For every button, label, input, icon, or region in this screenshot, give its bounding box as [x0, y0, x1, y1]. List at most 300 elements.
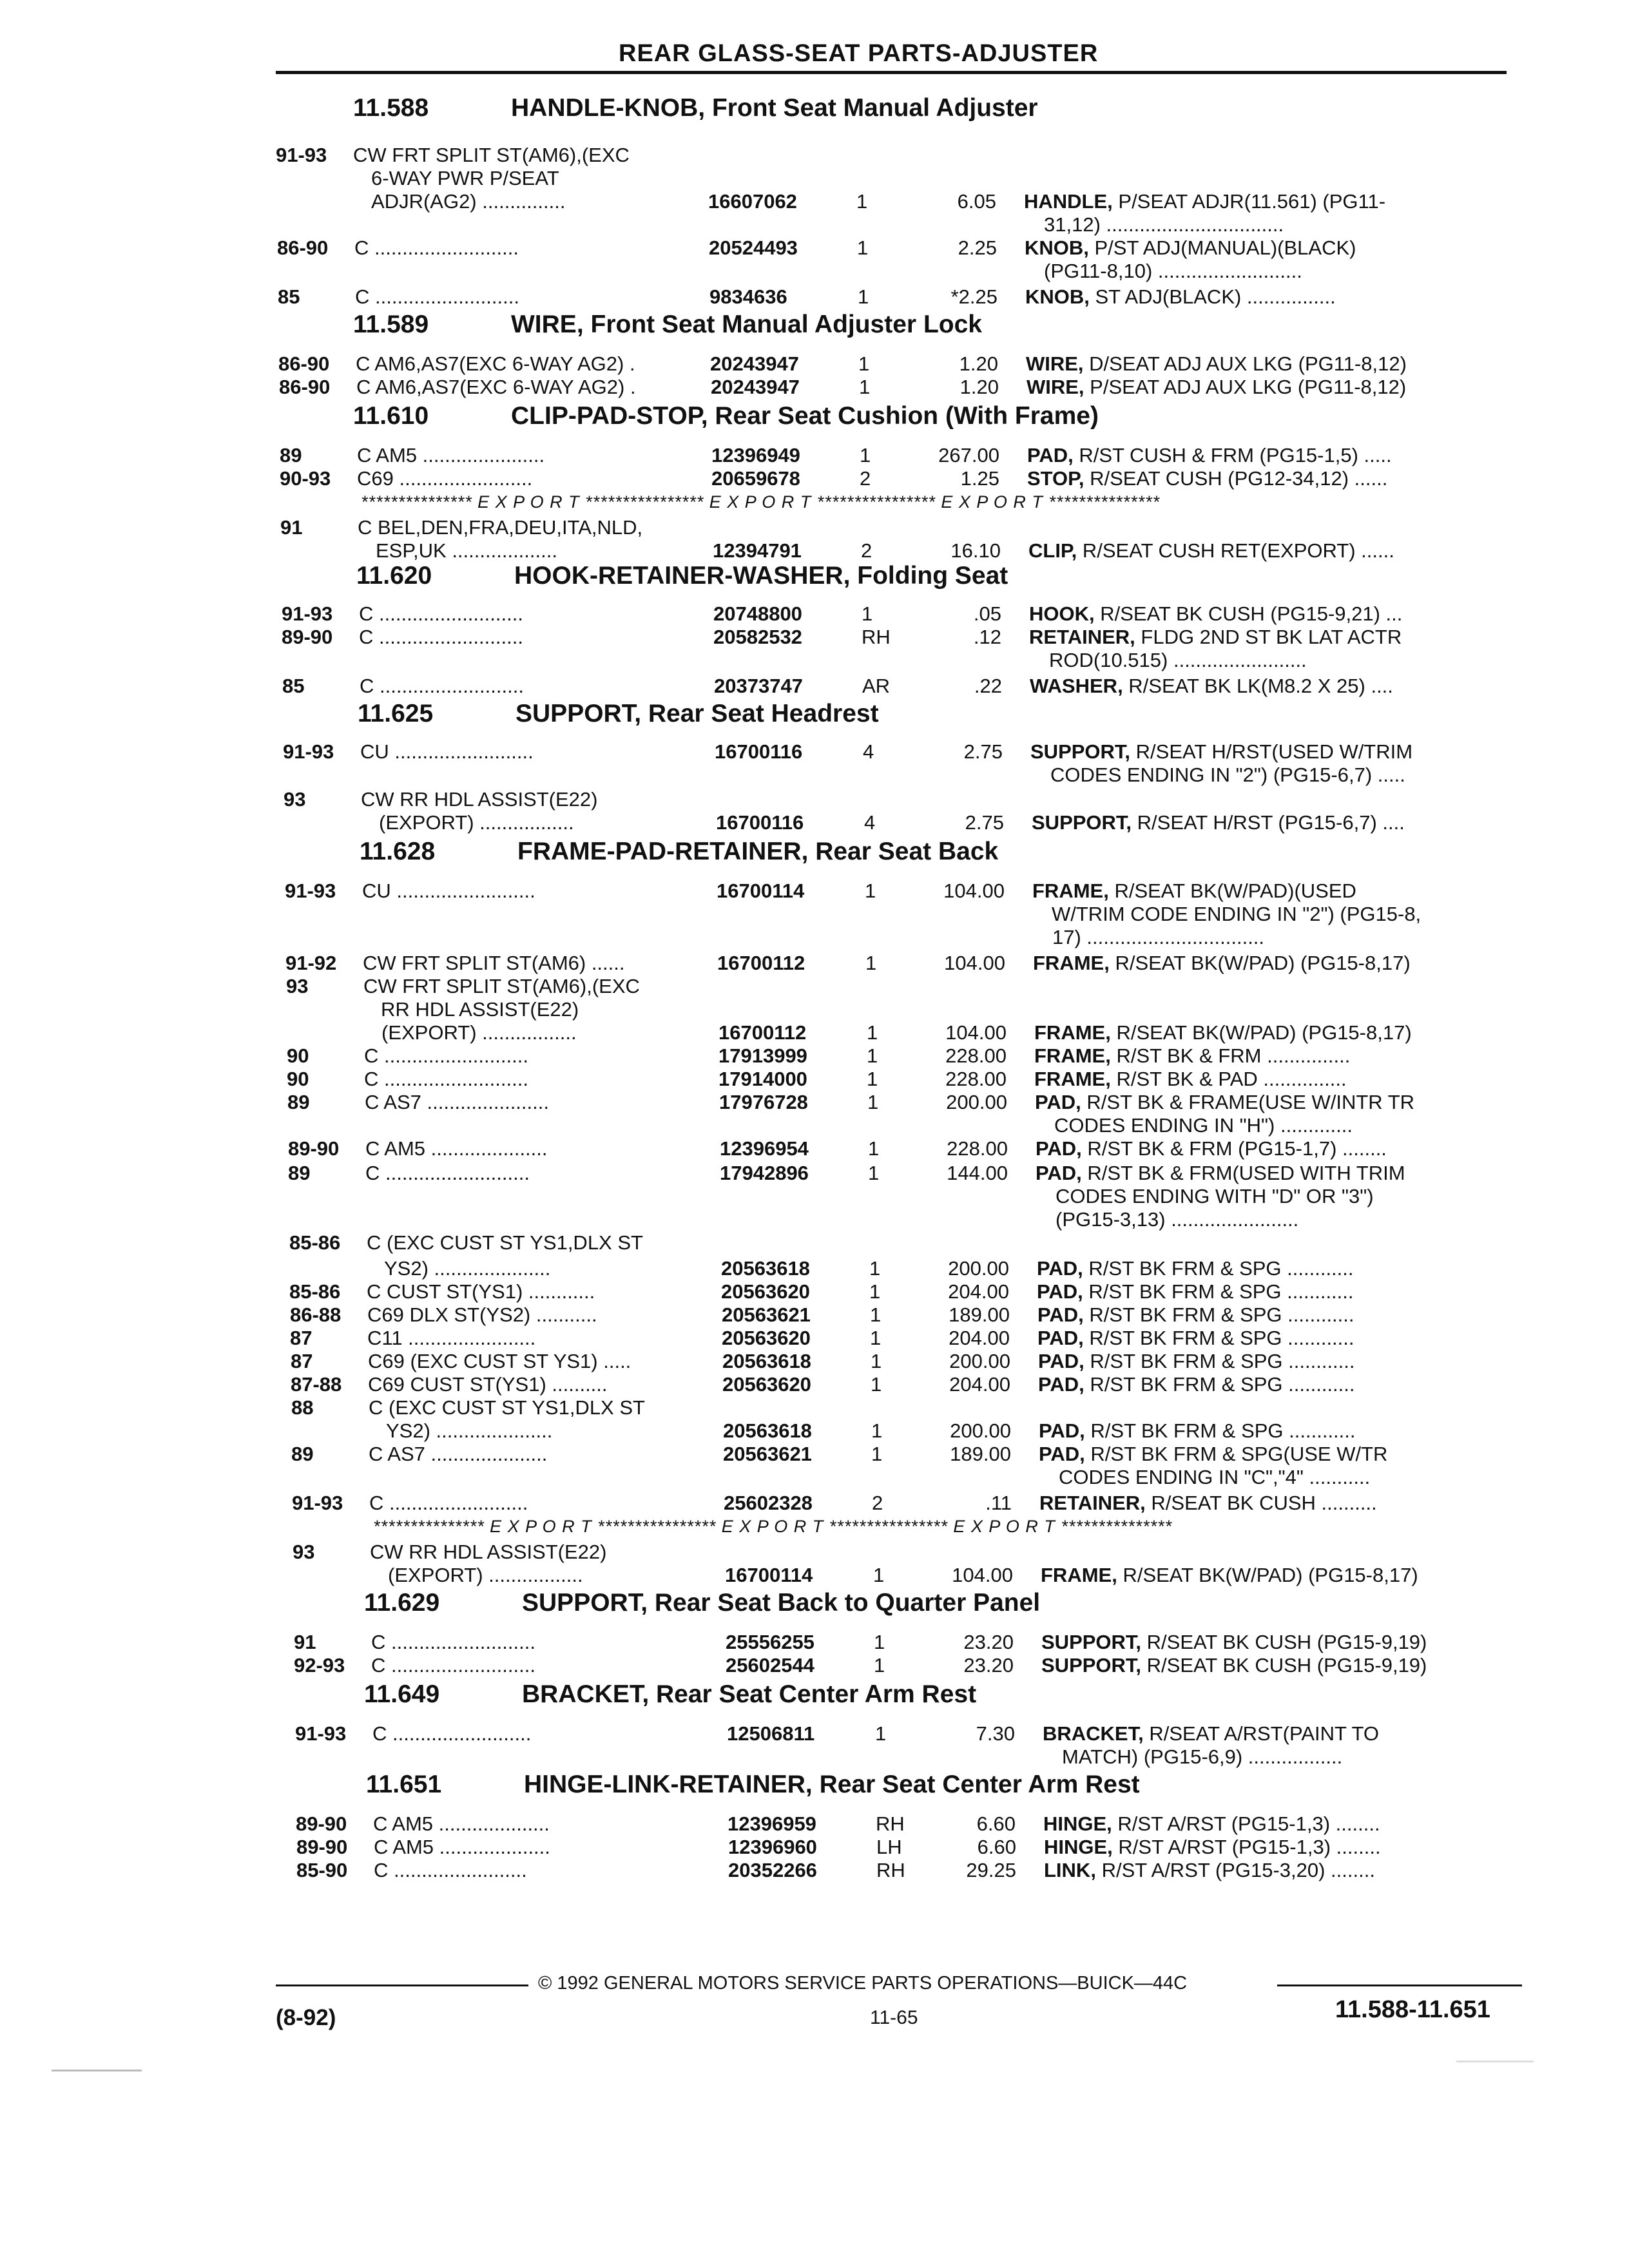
list-price: 7.30: [976, 1722, 1015, 1745]
list-price: 104.00: [943, 879, 1005, 902]
usage-description: C .........................: [372, 1722, 532, 1745]
model-years: 90: [287, 1044, 309, 1067]
part-number: 17942896: [720, 1162, 809, 1184]
part-number: 25602328: [724, 1492, 813, 1514]
part-detail: R/SEAT BK LK(M8.2 X 25) ....: [1128, 675, 1393, 697]
parts-line: [0, 787, 1611, 812]
part-name: SUPPORT,: [1030, 740, 1136, 763]
parts-line: [0, 1835, 1611, 1860]
part-number: 16700112: [717, 952, 805, 974]
part-description: [1039, 1442, 1387, 1466]
section-title: SUPPORT, Rear Seat Headrest: [516, 700, 879, 727]
parts-line: [0, 1326, 1611, 1350]
part-description: [1027, 466, 1387, 491]
part-name: WASHER,: [1030, 675, 1129, 697]
model-years: 91-93: [276, 144, 327, 166]
model-years: 91-92: [285, 952, 337, 974]
part-detail: R/ST A/RST (PG15-1,3) ........: [1118, 1836, 1381, 1858]
part-description: [1062, 1745, 1342, 1769]
part-description: [1055, 1184, 1374, 1209]
part-number: 12506811: [727, 1722, 815, 1745]
part-number: 25556255: [726, 1631, 815, 1653]
parts-line: [0, 143, 1611, 168]
quantity: 1: [870, 1303, 882, 1326]
part-number: 16700116: [716, 811, 804, 834]
section-heading: [364, 1680, 976, 1709]
part-name: HOOK,: [1029, 602, 1101, 625]
part-detail: 17) ................................: [1052, 926, 1265, 948]
part-detail: CODES ENDING IN "C","4" ...........: [1059, 1466, 1371, 1488]
usage-description: C (EXC CUST ST YS1,DLX ST: [369, 1396, 645, 1419]
parts-line: [0, 1044, 1611, 1068]
part-name: FRAME,: [1034, 1044, 1117, 1067]
list-price: 200.00: [950, 1419, 1011, 1442]
usage-description: C AS7 .....................: [369, 1443, 548, 1465]
quantity: 1: [865, 952, 877, 974]
model-years: 92-93: [294, 1654, 345, 1677]
usage-description: C ..........................: [371, 1631, 535, 1653]
usage-description: C (EXC CUST ST YS1,DLX ST: [367, 1231, 643, 1254]
quantity: 1: [867, 1068, 878, 1090]
export-divider: *************** E X P O R T **************** E X P O R T **************** E X P O R T ***************: [361, 492, 1161, 512]
part-name: FRAME,: [1034, 1021, 1117, 1044]
model-years: 91-93: [292, 1492, 343, 1514]
part-name: CLIP,: [1028, 539, 1083, 562]
usage-description: C ..........................: [359, 602, 523, 625]
part-detail: R/ST BK FRM & SPG ............: [1089, 1327, 1354, 1349]
part-name: WIRE,: [1026, 352, 1090, 375]
model-years: 89: [291, 1443, 314, 1465]
part-number: 20563618: [723, 1419, 812, 1442]
section-number: 11.610: [353, 402, 429, 430]
parts-line: [0, 1280, 1611, 1304]
part-description: [1049, 648, 1307, 673]
part-number: 20563621: [722, 1303, 811, 1326]
part-detail: R/ST CUSH & FRM (PG15-1,5) .....: [1079, 444, 1392, 466]
parts-line: [0, 951, 1611, 975]
parts-line: [0, 1465, 1611, 1490]
usage-description: C AM5 .....................: [365, 1137, 548, 1160]
parts-line: [0, 166, 1611, 191]
model-years: 93: [284, 788, 306, 811]
model-years: 91-93: [282, 602, 333, 625]
part-name: PAD,: [1038, 1373, 1090, 1396]
quantity: 1: [865, 879, 876, 902]
parts-line: [0, 1396, 1611, 1420]
parts-line: [0, 1745, 1611, 1769]
part-name: BRACKET,: [1043, 1722, 1150, 1745]
part-name: FRAME,: [1041, 1564, 1123, 1586]
usage-description: C ..........................: [355, 285, 519, 308]
parts-line: [0, 1161, 1611, 1186]
usage-description: C ..........................: [359, 626, 523, 648]
part-number: 20563621: [723, 1443, 812, 1465]
part-number: 16700114: [725, 1564, 813, 1586]
section-title: HINGE-LINK-RETAINER, Rear Seat Center Arm Rest: [524, 1771, 1140, 1798]
list-price: 29.25: [966, 1859, 1016, 1881]
footer-rule-right: [1277, 1984, 1522, 1986]
part-name: LINK,: [1044, 1859, 1102, 1881]
part-name: HINGE,: [1044, 1836, 1119, 1858]
part-number: 17913999: [718, 1044, 807, 1067]
section-heading: [356, 562, 1008, 590]
part-description: [1044, 1835, 1381, 1860]
part-description: [1025, 285, 1336, 309]
parts-line: [0, 1419, 1611, 1443]
parts-line: [0, 925, 1611, 950]
part-name: PAD,: [1036, 1137, 1088, 1160]
part-detail: R/ST BK FRM & SPG(USE W/TR: [1090, 1443, 1388, 1465]
part-detail: R/SEAT BK(W/PAD) (PG15-8,17): [1115, 952, 1411, 974]
part-number: 16700114: [717, 879, 805, 902]
section-heading: [364, 1589, 1040, 1617]
quantity: 1: [868, 1162, 880, 1184]
part-number: 20243947: [710, 352, 799, 375]
part-description: [1034, 1021, 1412, 1045]
usage-description: YS2) .....................: [386, 1419, 553, 1442]
parts-line: [0, 811, 1611, 835]
part-number: 9834636: [709, 285, 787, 308]
part-name: PAD,: [1036, 1162, 1088, 1184]
usage-description: C ..........................: [354, 236, 519, 259]
part-number: 20563620: [722, 1327, 811, 1349]
part-name: PAD,: [1037, 1327, 1090, 1349]
usage-description: C AM6,AS7(EXC 6-WAY AG2) .: [356, 376, 636, 398]
part-description: [1029, 602, 1402, 626]
part-description: [1035, 1090, 1414, 1115]
quantity: 1: [862, 602, 873, 625]
section-title: HANDLE-KNOB, Front Seat Manual Adjuster: [511, 94, 1038, 122]
part-detail: P/SEAT ADJR(11.561) (PG11-: [1118, 190, 1386, 213]
model-years: 89: [287, 1091, 310, 1113]
quantity: 1: [869, 1257, 881, 1280]
parts-line: [0, 1491, 1611, 1515]
parts-line: [0, 974, 1611, 999]
quantity: 4: [864, 811, 876, 834]
part-name: FRAME,: [1034, 1068, 1117, 1090]
usage-description: C ..........................: [371, 1654, 535, 1677]
usage-description: C69 (EXC CUST ST YS1) .....: [368, 1350, 631, 1372]
parts-line: [0, 466, 1611, 491]
part-name: PAD,: [1037, 1280, 1089, 1303]
quantity: AR: [862, 675, 891, 697]
model-years: 91-93: [283, 740, 334, 763]
section-heading: [358, 700, 879, 728]
part-description: [1050, 763, 1405, 787]
model-years: 87: [290, 1327, 313, 1349]
page-number: 11-65: [870, 2007, 918, 2028]
part-detail: R/ST BK FRM & SPG ............: [1090, 1419, 1356, 1442]
parts-line: [0, 625, 1611, 649]
part-description: [1039, 1419, 1356, 1443]
part-description: [1037, 1256, 1354, 1281]
section-title: BRACKET, Rear Seat Center Arm Rest: [522, 1680, 977, 1708]
part-detail: R/ST BK & FRM(USED WITH TRIM: [1087, 1162, 1405, 1184]
list-price: 200.00: [946, 1091, 1007, 1113]
part-detail: R/ST BK FRM & SPG ............: [1088, 1280, 1354, 1303]
part-number: 20748800: [713, 602, 802, 625]
quantity: 1: [868, 1137, 880, 1160]
usage-description: C AM5 ....................: [374, 1836, 550, 1858]
list-price: 6.60: [976, 1812, 1016, 1835]
part-detail: R/ST BK FRM & SPG ............: [1090, 1350, 1355, 1372]
list-price: 189.00: [949, 1303, 1010, 1326]
scan-smudge: [52, 2070, 142, 2071]
usage-description: CW RR HDL ASSIST(E22): [370, 1541, 607, 1563]
part-number: 20524493: [709, 236, 798, 259]
part-detail: R/SEAT BK CUSH (PG15-9,19): [1146, 1654, 1427, 1677]
model-years: 89-90: [296, 1836, 348, 1858]
parts-line: [0, 443, 1611, 468]
usage-description: C69 ........................: [357, 467, 533, 490]
quantity: RH: [862, 626, 891, 648]
part-detail: R/ST BK & PAD ...............: [1116, 1068, 1347, 1090]
parts-line: [0, 1256, 1611, 1281]
part-detail: R/ST BK FRM & SPG ............: [1089, 1303, 1354, 1326]
list-price: .11: [985, 1492, 1012, 1514]
part-description: [1054, 1113, 1353, 1138]
part-name: KNOB,: [1025, 236, 1095, 259]
list-price: 204.00: [949, 1327, 1010, 1349]
parts-line: [0, 763, 1611, 787]
part-description: [1038, 1349, 1355, 1374]
parts-line: [0, 997, 1611, 1022]
part-name: KNOB,: [1025, 285, 1095, 308]
part-description: [1043, 1722, 1379, 1746]
part-detail: MATCH) (PG15-6,9) .................: [1062, 1745, 1343, 1768]
part-description: [1036, 1161, 1405, 1186]
model-years: 90: [287, 1068, 309, 1090]
part-number: 20582532: [713, 626, 802, 648]
part-name: PAD,: [1027, 444, 1079, 466]
parts-line: [0, 1113, 1611, 1138]
section-number: 11.588: [353, 94, 429, 122]
part-number: 20243947: [711, 376, 800, 398]
quantity: 2: [872, 1492, 883, 1514]
model-years: 89: [280, 444, 302, 466]
usage-description: ESP,UK ...................: [376, 539, 557, 562]
section-title: HOOK-RETAINER-WASHER, Folding Seat: [514, 562, 1008, 590]
part-name: PAD,: [1037, 1303, 1090, 1326]
quantity: 1: [867, 1044, 878, 1067]
part-number: 12396959: [728, 1812, 816, 1835]
parts-line: [0, 1137, 1611, 1161]
model-years: 89-90: [288, 1137, 340, 1160]
part-detail: R/SEAT BK CUSH (PG15-9,19): [1146, 1631, 1427, 1653]
part-description: [1025, 236, 1356, 260]
parts-line: [0, 1372, 1611, 1397]
usage-description: C ..........................: [360, 675, 524, 697]
parts-line: [0, 1540, 1611, 1564]
copyright-text: © 1992 GENERAL MOTORS SERVICE PARTS OPERATIONS—BUICK—44C: [538, 1973, 1188, 1994]
part-number: 16700112: [718, 1021, 807, 1044]
part-description: [1052, 902, 1421, 927]
model-years: 89-90: [282, 626, 333, 648]
part-description: [1029, 625, 1402, 649]
part-detail: 31,12) ................................: [1044, 213, 1284, 236]
section-title: CLIP-PAD-STOP, Rear Seat Cushion (With Frame): [511, 402, 1099, 430]
part-description: [1059, 1465, 1370, 1490]
part-name: PAD,: [1039, 1443, 1091, 1465]
model-years: 93: [293, 1541, 315, 1563]
part-name: RETAINER,: [1029, 626, 1141, 648]
usage-description: C CUST ST(YS1) ............: [367, 1280, 595, 1303]
part-detail: P/ST ADJ(MANUAL)(BLACK): [1094, 236, 1356, 259]
parts-line: [0, 1231, 1611, 1255]
part-number: 20563618: [721, 1257, 810, 1280]
list-price: 200.00: [949, 1350, 1010, 1372]
parts-line: [0, 352, 1611, 376]
part-description: [1032, 879, 1356, 903]
list-price: 6.05: [957, 190, 996, 213]
usage-description: C ..........................: [364, 1068, 528, 1090]
model-years: 91-93: [295, 1722, 347, 1745]
usage-description: (EXPORT) .................: [379, 811, 574, 834]
usage-description: CW FRT SPLIT ST(AM6),(EXC: [363, 975, 640, 997]
part-detail: R/ST BK & FRAME(USE W/INTR TR: [1086, 1091, 1415, 1113]
section-number: 11.649: [364, 1680, 440, 1708]
section-number: 11.651: [366, 1771, 442, 1798]
list-price: 267.00: [938, 444, 999, 466]
part-name: SUPPORT,: [1041, 1654, 1147, 1677]
usage-description: C69 DLX ST(YS2) ...........: [367, 1303, 597, 1326]
quantity: 1: [867, 1091, 879, 1113]
model-years: 89-90: [296, 1812, 347, 1835]
parts-line: [0, 375, 1611, 399]
part-name: PAD,: [1035, 1091, 1087, 1113]
parts-line: [0, 1349, 1611, 1374]
quantity: 1: [874, 1631, 885, 1653]
section-title: WIRE, Front Seat Manual Adjuster Lock: [511, 311, 982, 338]
part-detail: R/SEAT BK(W/PAD) (PG15-8,17): [1116, 1021, 1412, 1044]
list-price: 228.00: [945, 1044, 1007, 1067]
quantity: RH: [876, 1859, 905, 1881]
parts-line: [0, 1021, 1611, 1045]
list-price: .22: [974, 675, 1002, 697]
part-description: [1044, 213, 1284, 237]
part-detail: R/SEAT BK CUSH ..........: [1151, 1492, 1377, 1514]
list-price: 104.00: [952, 1564, 1013, 1586]
usage-description: (EXPORT) .................: [381, 1021, 577, 1044]
usage-description: RR HDL ASSIST(E22): [381, 998, 579, 1021]
quantity: 1: [858, 352, 870, 375]
part-description: [1041, 1653, 1427, 1678]
section-heading: [353, 402, 1099, 430]
parts-line: [0, 259, 1611, 284]
part-detail: R/SEAT H/RST (PG15-6,7) ....: [1137, 811, 1405, 834]
part-number: 20373747: [714, 675, 803, 697]
model-years: 85-86: [289, 1280, 341, 1303]
parts-line: [0, 1653, 1611, 1678]
parts-line: [0, 515, 1611, 540]
footer-date: (8-92): [276, 2005, 336, 2030]
quantity: 1: [869, 1280, 881, 1303]
part-name: WIRE,: [1027, 376, 1090, 398]
part-number: 12396960: [728, 1836, 817, 1858]
part-detail: R/ST BK & FRM ...............: [1116, 1044, 1351, 1067]
list-price: .12: [973, 626, 1001, 648]
usage-description: C ........................: [374, 1859, 527, 1881]
part-detail: (PG11-8,10) ..........................: [1044, 260, 1302, 282]
part-detail: ROD(10.515) ........................: [1049, 649, 1307, 671]
parts-line: [0, 539, 1611, 563]
list-price: 204.00: [948, 1280, 1009, 1303]
part-detail: ST ADJ(BLACK) ................: [1095, 285, 1336, 308]
part-name: HANDLE,: [1024, 190, 1119, 213]
list-price: 228.00: [945, 1068, 1007, 1090]
part-number: 12396954: [720, 1137, 809, 1160]
part-detail: R/ST A/RST (PG15-1,3) ........: [1117, 1812, 1380, 1835]
part-detail: CODES ENDING WITH "D" OR "3"): [1055, 1185, 1374, 1207]
section-number: 11.629: [364, 1589, 440, 1617]
section-number: 11.589: [353, 311, 429, 338]
part-description: [1039, 1491, 1377, 1515]
quantity: 4: [863, 740, 874, 763]
part-detail: R/SEAT BK CUSH (PG15-9,21) ...: [1100, 602, 1403, 625]
quantity: 1: [859, 376, 871, 398]
parts-line: [0, 1858, 1611, 1883]
part-description: [1026, 352, 1407, 376]
part-name: SUPPORT,: [1032, 811, 1137, 834]
list-price: 1.20: [959, 376, 999, 398]
section-range: 11.588-11.651: [1335, 1996, 1490, 2023]
quantity: 1: [858, 285, 869, 308]
model-years: 86-90: [279, 376, 331, 398]
list-price: 2.25: [958, 236, 997, 259]
quantity: LH: [876, 1836, 902, 1858]
model-years: 86-90: [278, 352, 330, 375]
model-years: 85: [282, 675, 305, 697]
quantity: 1: [875, 1722, 887, 1745]
model-years: 87: [291, 1350, 313, 1372]
part-detail: R/ST BK FRM & SPG ............: [1090, 1373, 1355, 1396]
parts-line: [0, 213, 1611, 237]
quantity: 1: [871, 1419, 883, 1442]
usage-description: C11 .......................: [367, 1327, 536, 1349]
part-detail: (PG15-3,13) .......................: [1055, 1208, 1299, 1231]
part-description: [1038, 1372, 1355, 1397]
usage-description: CW FRT SPLIT ST(AM6),(EXC: [353, 144, 630, 166]
usage-description: CU .........................: [360, 740, 534, 763]
part-number: 20563618: [722, 1350, 811, 1372]
parts-line: [0, 648, 1611, 673]
part-description: [1027, 443, 1392, 468]
list-price: 200.00: [948, 1257, 1009, 1280]
part-description: [1037, 1280, 1354, 1304]
list-price: 1.20: [959, 352, 998, 375]
model-years: 91: [294, 1631, 316, 1653]
parts-line: [0, 674, 1611, 698]
model-years: 90-93: [280, 467, 331, 490]
part-name: PAD,: [1039, 1419, 1091, 1442]
part-description: [1030, 674, 1393, 698]
usage-description: C .........................: [369, 1492, 528, 1514]
list-price: 2.75: [963, 740, 1003, 763]
part-number: 20659678: [711, 467, 800, 490]
quantity: 2: [861, 539, 872, 562]
quantity: 1: [871, 1443, 883, 1465]
parts-line: [0, 285, 1611, 309]
usage-description: CW FRT SPLIT ST(AM6) ......: [363, 952, 625, 974]
parts-line: [0, 1630, 1611, 1655]
part-description: [1043, 1812, 1380, 1836]
part-description: [1030, 740, 1412, 764]
part-detail: R/SEAT CUSH RET(EXPORT) ......: [1082, 539, 1394, 562]
parts-line: [0, 740, 1611, 764]
part-description: [1052, 925, 1264, 950]
usage-description: C ..........................: [364, 1044, 528, 1067]
quantity: 2: [860, 467, 871, 490]
